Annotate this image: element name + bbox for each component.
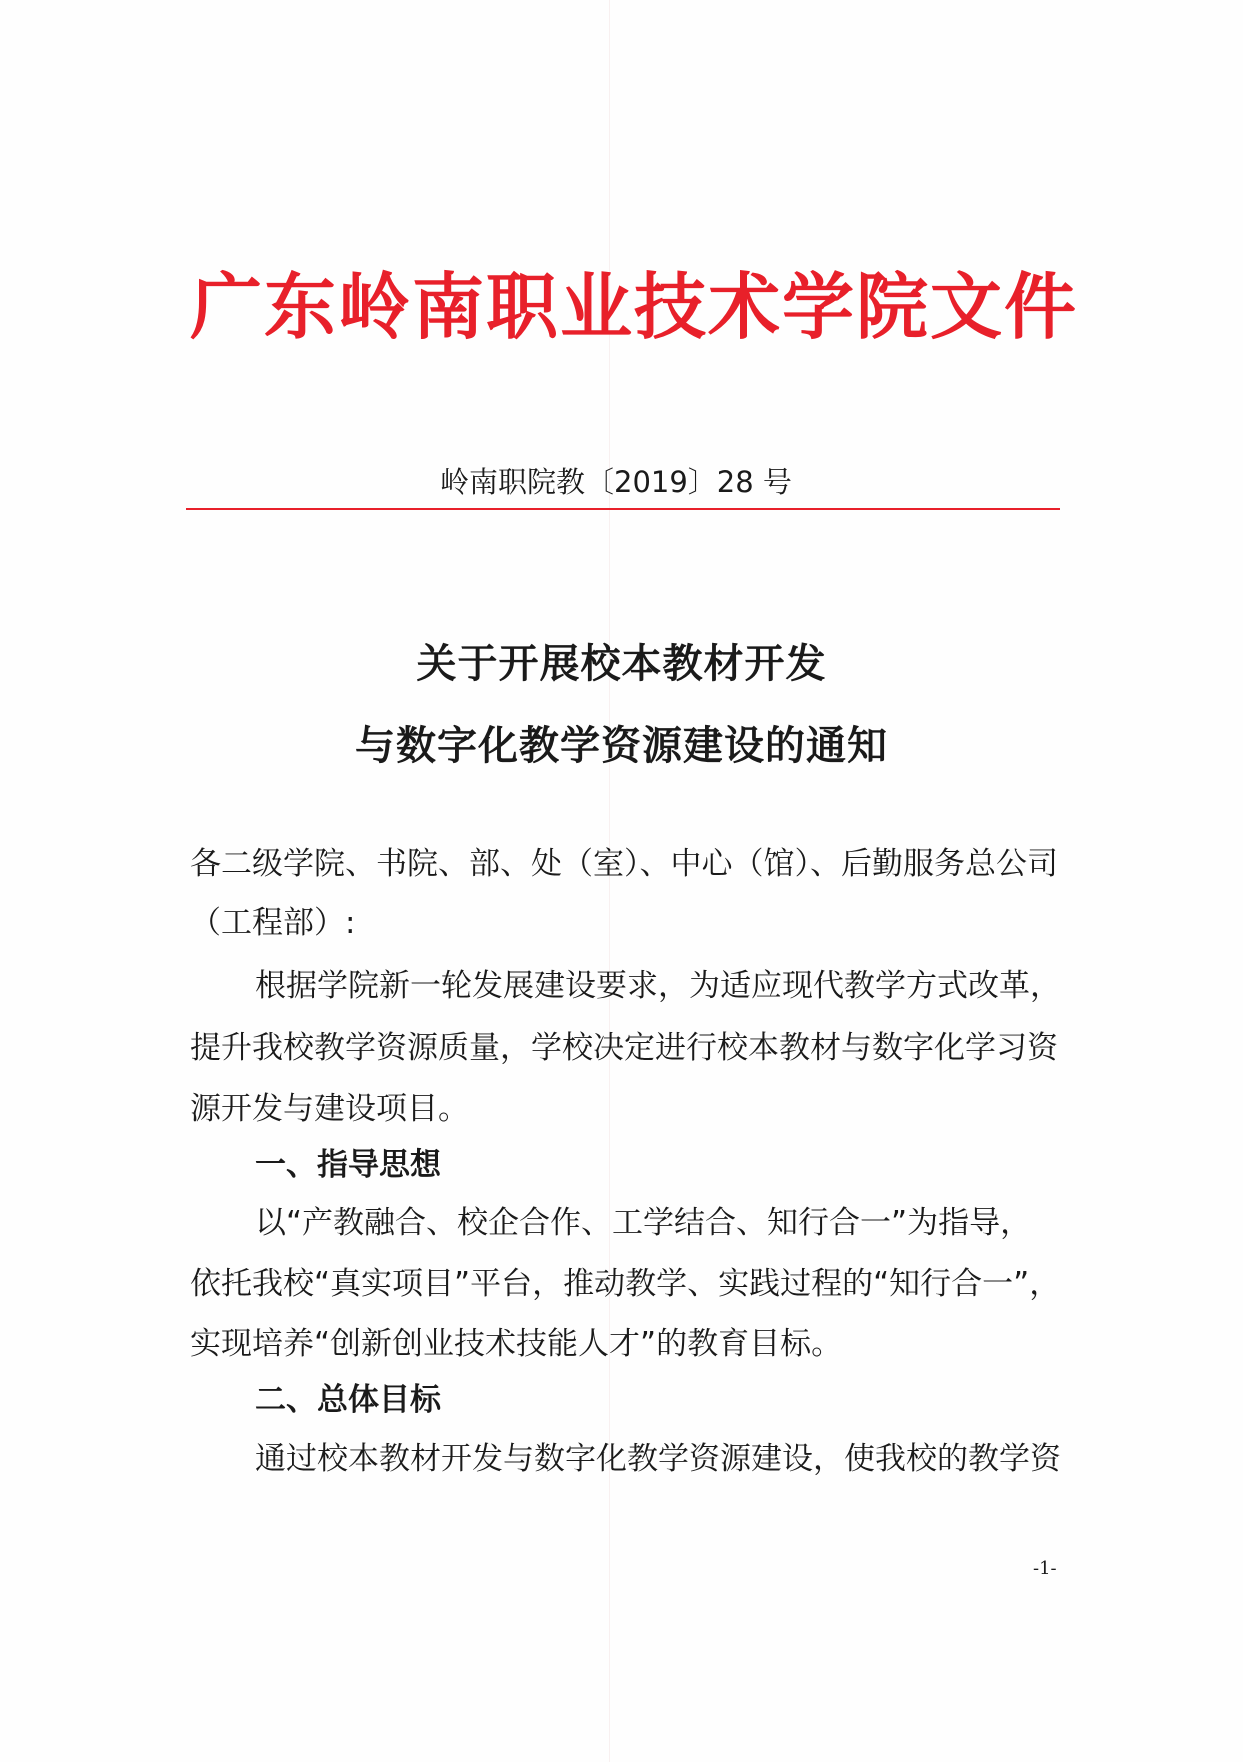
recipients-line-1: 各二级学院、书院、部、处（室）、中心（馆）、后勤服务总公司 (190, 846, 1058, 882)
intro-line-3: 源开发与建设项目。 (190, 1091, 469, 1127)
document-number: 岭南职院教〔2019〕28 号 (440, 465, 792, 499)
section-1-heading: 一、指导思想 (255, 1147, 441, 1183)
issuer-title: 广东岭南职业技术学院文件 (190, 264, 1079, 349)
notice-title-line-1: 关于开展校本教材开发 (416, 641, 827, 687)
section-2-line-1: 通过校本教材开发与数字化教学资源建设，使我校的教学资 (255, 1441, 1061, 1477)
recipients-line-2: （工程部）: (190, 905, 356, 941)
section-1-line-1: 以“产教融合、校企合作、工学结合、知行合一”为指导， (255, 1205, 1032, 1241)
section-2-heading: 二、总体目标 (255, 1382, 441, 1418)
section-1-line-2: 依托我校“真实项目”平台，推动教学、实践过程的“知行合一”， (190, 1266, 1061, 1302)
red-divider (186, 508, 1060, 510)
notice-title-line-2: 与数字化教学资源建设的通知 (355, 723, 888, 769)
page-number: -1- (1033, 1558, 1057, 1579)
section-1-line-3: 实现培养“创新创业技术技能人才”的教育目标。 (190, 1326, 843, 1362)
intro-line-2: 提升我校教学资源质量，学校决定进行校本教材与数字化学习资 (190, 1030, 1058, 1066)
intro-line-1: 根据学院新一轮发展建设要求，为适应现代教学方式改革， (255, 968, 1061, 1004)
